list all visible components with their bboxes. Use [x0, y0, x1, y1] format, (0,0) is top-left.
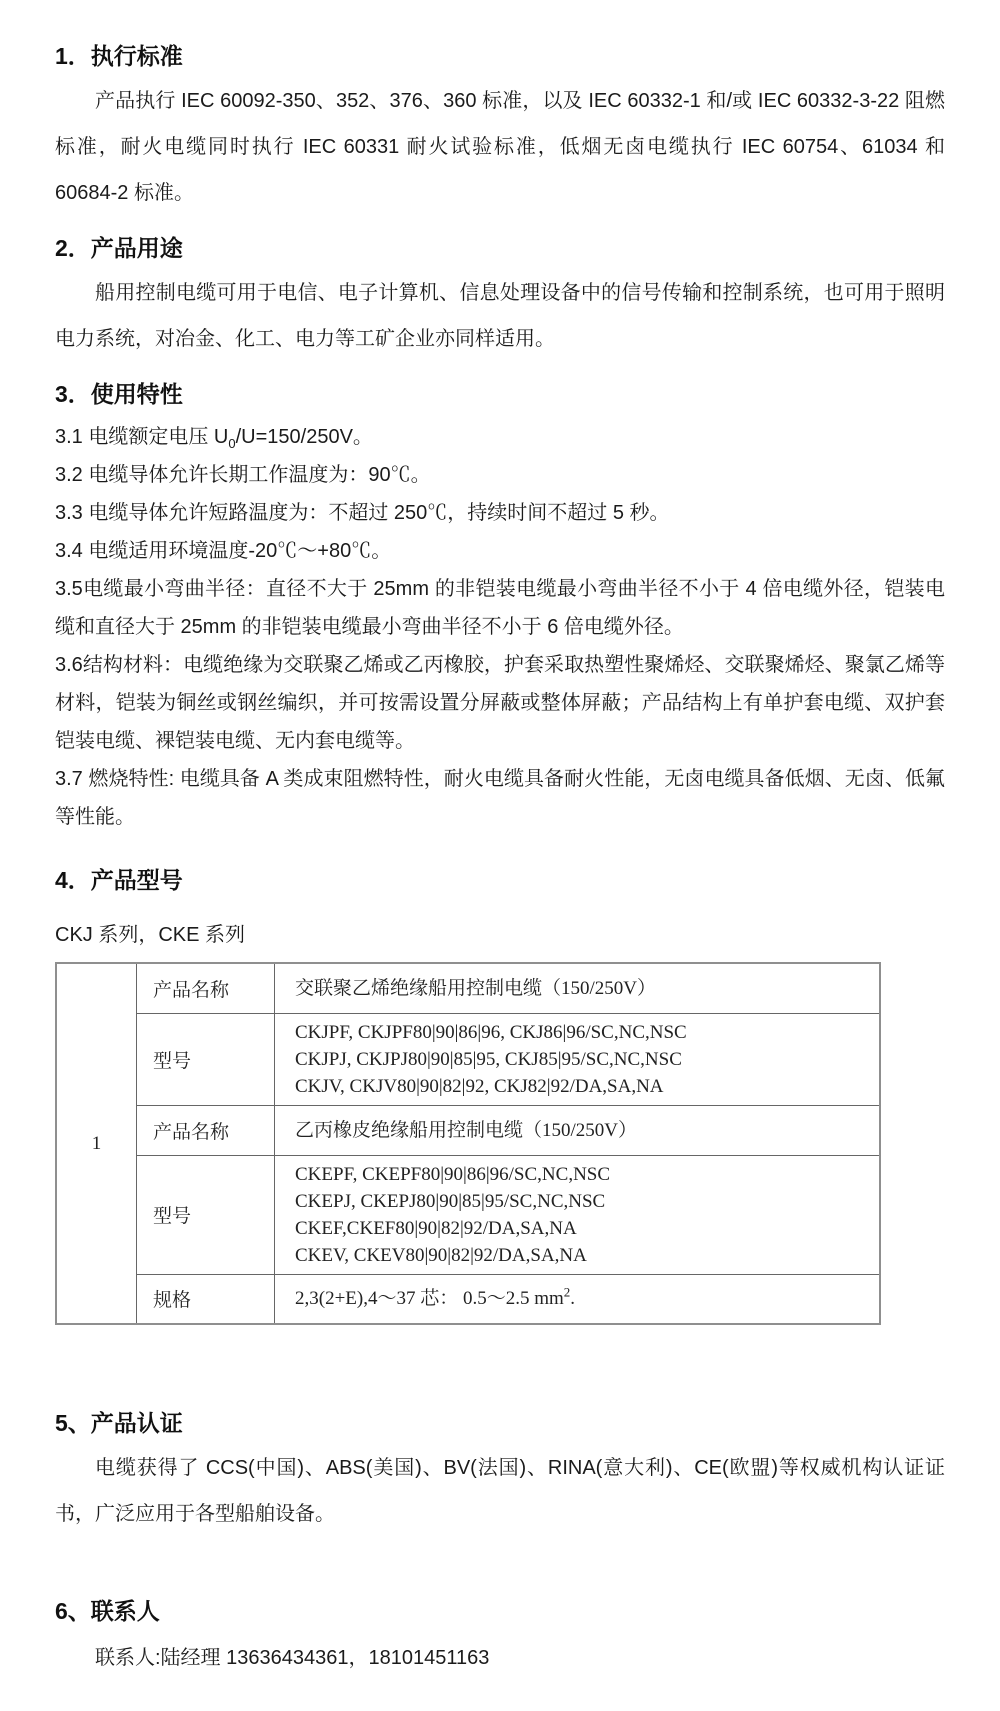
feature-item-3-4: 3.4 电缆适用环境温度-20℃～+80℃。: [55, 540, 392, 562]
feature-item-3-1: [55, 418, 945, 456]
section-6-heading: 6、联系人: [55, 1598, 160, 1624]
product-models-table: [55, 962, 881, 1325]
table-value-spec: [275, 1274, 881, 1324]
feature-item-3-7: 3.7 燃烧特性: 电缆具备 A 类成束阻燃特性，耐火电缆具备耐火性能，无卤电缆具备低烟、无卤、低氟等性能。: [55, 768, 945, 828]
feature-3-1-post: /U=150/250V。: [235, 426, 373, 448]
table-label-product-name-1: 产品名称: [137, 963, 275, 1013]
model-line: CKEV, CKEV80|90|82|92/DA,SA,NA: [295, 1244, 587, 1266]
table-group-number-cell: 1: [56, 963, 137, 1324]
section-2-paragraph: 船用控制电缆可用于电信、电子计算机、信息处理设备中的信号传输和控制系统，也可用于照明电力系统，对冶金、化工、电力等工矿企业亦同样适用。: [55, 282, 945, 350]
contact-line: 联系人:陆经理 13636434361，18101451163: [95, 1647, 490, 1669]
table-label-models-1: 型号: [137, 1013, 275, 1105]
feature-3-1-subscript: 0: [228, 436, 236, 451]
spec-superscript: 2: [563, 1284, 571, 1300]
table-value-product-name-2: 乙丙橡皮绝缘船用控制电缆（150/250V）: [275, 1105, 881, 1155]
model-line: CKJPF, CKJPF80|90|86|96, CKJ86|96/SC,NC,NSC: [295, 1021, 687, 1043]
model-line: CKEF,CKEF80|90|82|92/DA,SA,NA: [295, 1217, 577, 1239]
table-row-models-ckj: [56, 1013, 880, 1105]
spec-pre: 2,3(2+E),4～37 芯： 0.5～2.5 mm: [295, 1288, 564, 1310]
spec-post: .: [570, 1288, 576, 1310]
model-line: CKEPF, CKEPF80|90|86|96/SC,NC,NSC: [295, 1163, 611, 1185]
feature-item-3-3: 3.3 电缆导体允许短路温度为：不超过 250℃，持续时间不超过 5 秒。: [55, 502, 670, 524]
series-note: CKJ 系列，CKE 系列: [55, 924, 246, 946]
section-4-heading: 4．产品型号: [55, 867, 183, 893]
feature-item-3-2: 3.2 电缆导体允许长期工作温度为：90℃。: [55, 464, 431, 486]
table-row-models-cke: [56, 1155, 880, 1274]
section-1-paragraph: 产品执行 IEC 60092-350、352、376、360 标准，以及 IEC 60332-1 和/或 IEC 60332-3-22 阻燃标准，耐火电缆同时执行 IEC 60331 耐火试验标准，低烟无卤电缆执行 IEC 60754、61034 和 60684-2 标准。: [55, 90, 945, 204]
table-value-product-name-1: 交联聚乙烯绝缘船用控制电缆（150/250V）: [275, 963, 881, 1013]
feature-list: [55, 418, 945, 836]
feature-3-1-pre: 3.1 电缆额定电压 U: [55, 426, 229, 448]
table-value-models-1: [275, 1013, 881, 1105]
section-1-heading: 1．执行标准: [55, 43, 183, 69]
section-5-paragraph: 电缆获得了 CCS(中国)、ABS(美国)、BV(法国)、RINA(意大利)、CE(欧盟)等权威机构认证证书，广泛应用于各型船舶设备。: [55, 1457, 945, 1525]
table-row-product-name-cke: [56, 1105, 880, 1155]
model-line: CKJV, CKJV80|90|82|92, CKJ82|92/DA,SA,NA: [295, 1075, 664, 1097]
table-label-product-name-2: 产品名称: [137, 1105, 275, 1155]
feature-item-3-6: 3.6结构材料：电缆绝缘为交联聚乙烯或乙丙橡胶，护套采取热塑性聚烯烃、交联聚烯烃、聚氯乙烯等材料，铠装为铜丝或钢丝编织，并可按需设置分屏蔽或整体屏蔽；产品结构上有单护套电缆、双护套铠装电缆、裸铠装电缆、无内套电缆等。: [55, 654, 945, 752]
section-3-heading: 3．使用特性: [55, 381, 183, 407]
table-label-spec: 规格: [137, 1274, 275, 1324]
table-row-product-name-ckj: [56, 963, 880, 1013]
table-row-spec: [56, 1274, 880, 1324]
model-line: CKEPJ, CKEPJ80|90|85|95/SC,NC,NSC: [295, 1190, 606, 1212]
table-value-models-2: [275, 1155, 881, 1274]
section-5-heading: 5、产品认证: [55, 1410, 183, 1436]
model-line: CKJPJ, CKJPJ80|90|85|95, CKJ85|95/SC,NC,NSC: [295, 1048, 682, 1070]
section-2-heading: 2．产品用途: [55, 235, 183, 261]
feature-item-3-5: 3.5电缆最小弯曲半径：直径不大于 25mm 的非铠装电缆最小弯曲半径不小于 4 倍电缆外径，铠装电缆和直径大于 25mm 的非铠装电缆最小弯曲半径不小于 6 倍电缆外径。: [55, 578, 945, 638]
table-label-models-2: 型号: [137, 1155, 275, 1274]
